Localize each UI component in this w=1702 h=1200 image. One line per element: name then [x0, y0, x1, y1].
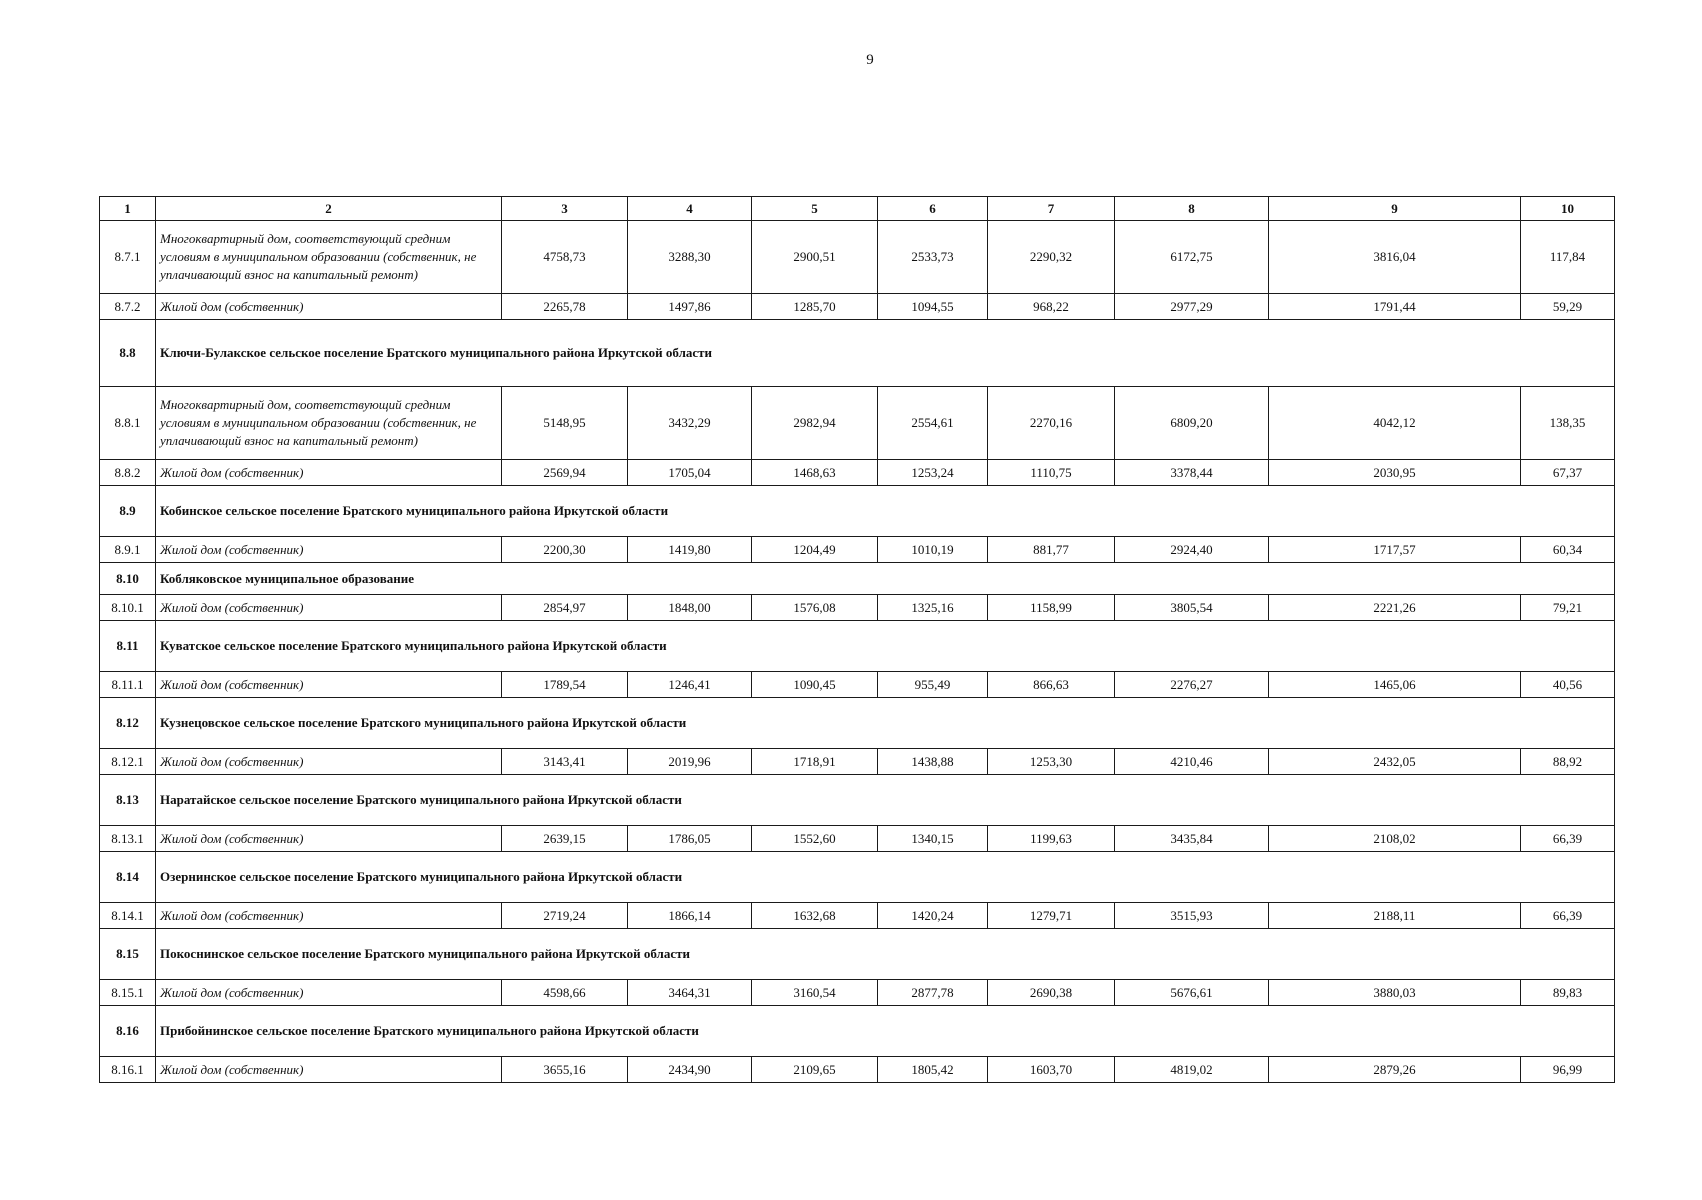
- row-description: Жилой дом (собственник): [156, 537, 502, 563]
- value-cell: 1090,45: [752, 672, 878, 698]
- section-name: Прибойнинское сельское поселение Братского муниципального района Иркутской области: [156, 1006, 1615, 1057]
- section-row: [100, 486, 1615, 537]
- value-cell: 1253,30: [988, 749, 1115, 775]
- value-cell: 2854,97: [502, 595, 628, 621]
- col-header: 2: [156, 197, 502, 221]
- value-cell: 1468,63: [752, 460, 878, 486]
- col-header: 6: [878, 197, 988, 221]
- value-cell: 1199,63: [988, 826, 1115, 852]
- col-header: 7: [988, 197, 1115, 221]
- value-cell: 2265,78: [502, 294, 628, 320]
- value-cell: 3464,31: [628, 980, 752, 1006]
- section-row: [100, 320, 1615, 387]
- value-cell: 4598,66: [502, 980, 628, 1006]
- section-number: 8.8: [100, 320, 156, 387]
- section-name: Наратайское сельское поселение Братского муниципального района Иркутской области: [156, 775, 1615, 826]
- value-cell: 3143,41: [502, 749, 628, 775]
- section-number: 8.11: [100, 621, 156, 672]
- value-cell: 1253,24: [878, 460, 988, 486]
- value-cell: 3435,84: [1115, 826, 1269, 852]
- row-number: 8.16.1: [100, 1057, 156, 1083]
- value-cell: 2533,73: [878, 221, 988, 294]
- value-cell: 881,77: [988, 537, 1115, 563]
- value-cell: 1325,16: [878, 595, 988, 621]
- row-description: Жилой дом (собственник): [156, 903, 502, 929]
- section-row: [100, 1006, 1615, 1057]
- value-cell: 1848,00: [628, 595, 752, 621]
- row-description: Жилой дом (собственник): [156, 595, 502, 621]
- row-number: 8.7.2: [100, 294, 156, 320]
- row-number: 8.9.1: [100, 537, 156, 563]
- table-row: [100, 826, 1615, 852]
- value-cell: 40,56: [1521, 672, 1615, 698]
- value-cell: 5148,95: [502, 387, 628, 460]
- value-cell: 96,99: [1521, 1057, 1615, 1083]
- value-cell: 6809,20: [1115, 387, 1269, 460]
- row-description: Жилой дом (собственник): [156, 749, 502, 775]
- section-row: [100, 563, 1615, 595]
- value-cell: 66,39: [1521, 903, 1615, 929]
- value-cell: 66,39: [1521, 826, 1615, 852]
- value-cell: 2270,16: [988, 387, 1115, 460]
- section-name: Покоснинское сельское поселение Братского муниципального района Иркутской области: [156, 929, 1615, 980]
- row-description: Жилой дом (собственник): [156, 672, 502, 698]
- value-cell: 1791,44: [1269, 294, 1521, 320]
- value-cell: 2982,94: [752, 387, 878, 460]
- table-row: [100, 595, 1615, 621]
- value-cell: 3432,29: [628, 387, 752, 460]
- row-description: Жилой дом (собственник): [156, 826, 502, 852]
- value-cell: 6172,75: [1115, 221, 1269, 294]
- section-name: Кобинское сельское поселение Братского муниципального района Иркутской области: [156, 486, 1615, 537]
- value-cell: 3655,16: [502, 1057, 628, 1083]
- table-row: [100, 294, 1615, 320]
- value-cell: 3880,03: [1269, 980, 1521, 1006]
- row-number: 8.14.1: [100, 903, 156, 929]
- col-header: 4: [628, 197, 752, 221]
- section-name: Куватское сельское поселение Братского муниципального района Иркутской области: [156, 621, 1615, 672]
- section-name: Озернинское сельское поселение Братского муниципального района Иркутской области: [156, 852, 1615, 903]
- value-cell: 1717,57: [1269, 537, 1521, 563]
- value-cell: 1438,88: [878, 749, 988, 775]
- value-cell: 1158,99: [988, 595, 1115, 621]
- value-cell: 2432,05: [1269, 749, 1521, 775]
- value-cell: 4758,73: [502, 221, 628, 294]
- section-name: Ключи-Булакское сельское поселение Братского муниципального района Иркутской области: [156, 320, 1615, 387]
- col-header: 1: [100, 197, 156, 221]
- table-row: [100, 1057, 1615, 1083]
- value-cell: 1110,75: [988, 460, 1115, 486]
- value-cell: 2109,65: [752, 1057, 878, 1083]
- row-number: 8.12.1: [100, 749, 156, 775]
- value-cell: 2200,30: [502, 537, 628, 563]
- value-cell: 1010,19: [878, 537, 988, 563]
- value-cell: 2924,40: [1115, 537, 1269, 563]
- row-number: 8.15.1: [100, 980, 156, 1006]
- row-description: Жилой дом (собственник): [156, 294, 502, 320]
- value-cell: 1786,05: [628, 826, 752, 852]
- value-cell: 2221,26: [1269, 595, 1521, 621]
- value-cell: 1279,71: [988, 903, 1115, 929]
- section-number: 8.13: [100, 775, 156, 826]
- value-cell: 3288,30: [628, 221, 752, 294]
- section-row: [100, 929, 1615, 980]
- value-cell: 3805,54: [1115, 595, 1269, 621]
- value-cell: 1419,80: [628, 537, 752, 563]
- row-number: 8.11.1: [100, 672, 156, 698]
- section-name: Кобляковское муниципальное образование: [156, 563, 1615, 595]
- value-cell: 968,22: [988, 294, 1115, 320]
- section-row: [100, 852, 1615, 903]
- header-row: [100, 197, 1615, 221]
- value-cell: 2019,96: [628, 749, 752, 775]
- value-cell: 3816,04: [1269, 221, 1521, 294]
- row-description: Жилой дом (собственник): [156, 460, 502, 486]
- row-description: Жилой дом (собственник): [156, 980, 502, 1006]
- col-header: 8: [1115, 197, 1269, 221]
- section-row: [100, 698, 1615, 749]
- value-cell: 89,83: [1521, 980, 1615, 1006]
- row-description: Жилой дом (собственник): [156, 1057, 502, 1083]
- section-number: 8.16: [100, 1006, 156, 1057]
- value-cell: 2877,78: [878, 980, 988, 1006]
- value-cell: 2030,95: [1269, 460, 1521, 486]
- value-cell: 1340,15: [878, 826, 988, 852]
- col-header: 10: [1521, 197, 1615, 221]
- value-cell: 3378,44: [1115, 460, 1269, 486]
- value-cell: 4210,46: [1115, 749, 1269, 775]
- value-cell: 1094,55: [878, 294, 988, 320]
- value-cell: 2434,90: [628, 1057, 752, 1083]
- table-row: [100, 672, 1615, 698]
- value-cell: 1576,08: [752, 595, 878, 621]
- value-cell: 2108,02: [1269, 826, 1521, 852]
- page-number: 9: [866, 52, 874, 68]
- section-number: 8.12: [100, 698, 156, 749]
- section-name: Кузнецовское сельское поселение Братского муниципального района Иркутской области: [156, 698, 1615, 749]
- value-cell: 2188,11: [1269, 903, 1521, 929]
- value-cell: 60,34: [1521, 537, 1615, 563]
- value-cell: 1866,14: [628, 903, 752, 929]
- value-cell: 955,49: [878, 672, 988, 698]
- value-cell: 59,29: [1521, 294, 1615, 320]
- table-row: [100, 537, 1615, 563]
- value-cell: 4819,02: [1115, 1057, 1269, 1083]
- value-cell: 2900,51: [752, 221, 878, 294]
- value-cell: 3160,54: [752, 980, 878, 1006]
- col-header: 9: [1269, 197, 1521, 221]
- value-cell: 1805,42: [878, 1057, 988, 1083]
- value-cell: 1465,06: [1269, 672, 1521, 698]
- value-cell: 1246,41: [628, 672, 752, 698]
- row-number: 8.10.1: [100, 595, 156, 621]
- value-cell: 1603,70: [988, 1057, 1115, 1083]
- table-row: [100, 903, 1615, 929]
- value-cell: 117,84: [1521, 221, 1615, 294]
- row-number: 8.13.1: [100, 826, 156, 852]
- value-cell: 2879,26: [1269, 1057, 1521, 1083]
- value-cell: 1718,91: [752, 749, 878, 775]
- value-cell: 1632,68: [752, 903, 878, 929]
- value-cell: 5676,61: [1115, 980, 1269, 1006]
- section-number: 8.14: [100, 852, 156, 903]
- table-row: [100, 221, 1615, 294]
- section-row: [100, 775, 1615, 826]
- value-cell: 2276,27: [1115, 672, 1269, 698]
- tariff-table: [99, 196, 1615, 1083]
- section-number: 8.15: [100, 929, 156, 980]
- table-row: [100, 749, 1615, 775]
- section-number: 8.10: [100, 563, 156, 595]
- value-cell: 88,92: [1521, 749, 1615, 775]
- value-cell: 2719,24: [502, 903, 628, 929]
- table-body: [100, 221, 1615, 1083]
- table-row: [100, 980, 1615, 1006]
- value-cell: 1705,04: [628, 460, 752, 486]
- value-cell: 1497,86: [628, 294, 752, 320]
- value-cell: 1204,49: [752, 537, 878, 563]
- value-cell: 4042,12: [1269, 387, 1521, 460]
- value-cell: 67,37: [1521, 460, 1615, 486]
- col-header: 3: [502, 197, 628, 221]
- value-cell: 1552,60: [752, 826, 878, 852]
- section-row: [100, 621, 1615, 672]
- value-cell: 2639,15: [502, 826, 628, 852]
- value-cell: 866,63: [988, 672, 1115, 698]
- value-cell: 138,35: [1521, 387, 1615, 460]
- table-row: [100, 387, 1615, 460]
- value-cell: 1420,24: [878, 903, 988, 929]
- row-number: 8.7.1: [100, 221, 156, 294]
- value-cell: 79,21: [1521, 595, 1615, 621]
- value-cell: 2554,61: [878, 387, 988, 460]
- value-cell: 3515,93: [1115, 903, 1269, 929]
- row-number: 8.8.2: [100, 460, 156, 486]
- section-number: 8.9: [100, 486, 156, 537]
- value-cell: 2569,94: [502, 460, 628, 486]
- row-description: Многоквартирный дом, соответствующий средним условиям в муниципальном образовании (собственник, не уплачивающий взнос на капитальный ремонт): [156, 221, 502, 294]
- row-description: Многоквартирный дом, соответствующий средним условиям в муниципальном образовании (собственник, не уплачивающий взнос на капитальный ремонт): [156, 387, 502, 460]
- col-header: 5: [752, 197, 878, 221]
- row-number: 8.8.1: [100, 387, 156, 460]
- value-cell: 1789,54: [502, 672, 628, 698]
- table-row: [100, 460, 1615, 486]
- value-cell: 1285,70: [752, 294, 878, 320]
- value-cell: 2977,29: [1115, 294, 1269, 320]
- value-cell: 2690,38: [988, 980, 1115, 1006]
- value-cell: 2290,32: [988, 221, 1115, 294]
